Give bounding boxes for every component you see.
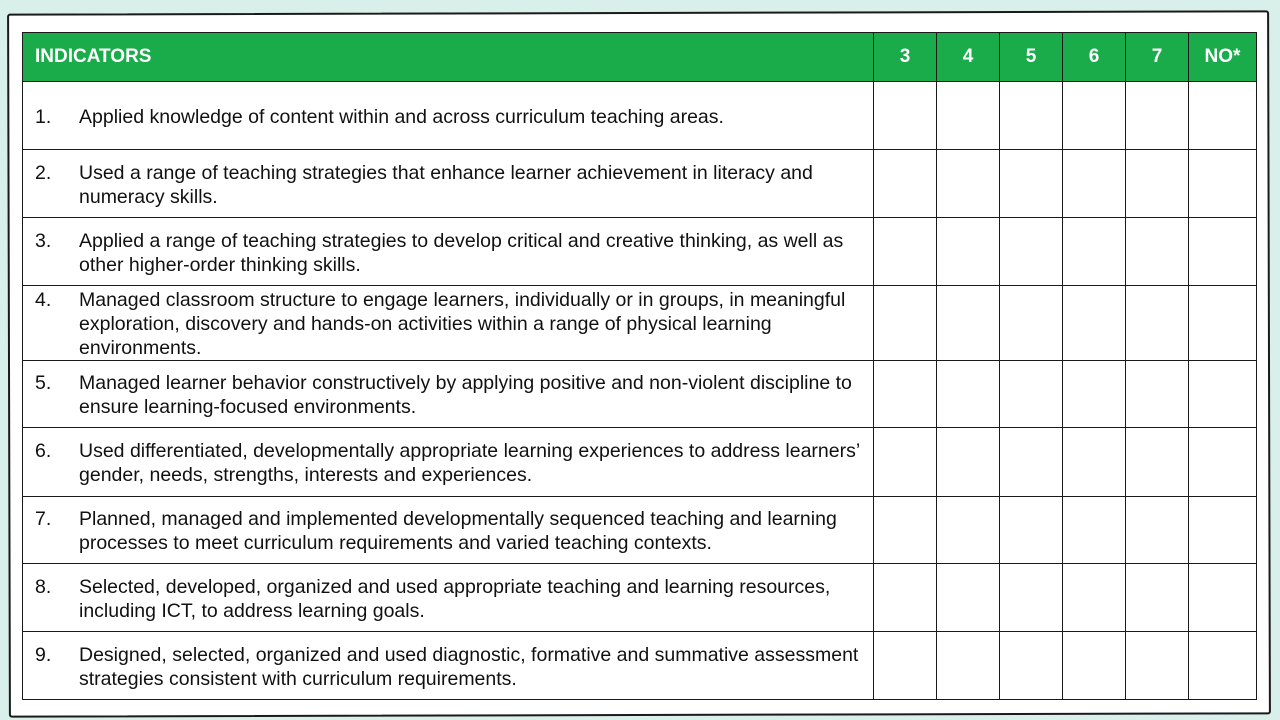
rating-cell-7[interactable] <box>1126 150 1189 218</box>
rating-header-4: 4 <box>937 33 1000 82</box>
rating-cell-6[interactable] <box>1063 218 1126 286</box>
indicator-text: Planned, managed and implemented developmentally sequenced teaching and learning processes to meet curriculum requirements and varied teaching contexts. <box>79 508 837 554</box>
rating-cell-7[interactable] <box>1126 564 1189 632</box>
rating-cell-5[interactable] <box>1000 497 1063 564</box>
rating-cell-3[interactable] <box>874 82 937 150</box>
indicator-number: 5. <box>35 372 52 394</box>
table-row <box>23 361 1257 428</box>
indicator-text: Managed classroom structure to engage learners, individually or in groups, in meaningful exploration, discovery and hands-on activities within a range of physical learning environments. <box>79 289 846 359</box>
rating-cell-6[interactable] <box>1063 286 1126 361</box>
indicator-number: 7. <box>35 508 52 530</box>
indicator-number: 1. <box>35 105 52 128</box>
rating-cell-4[interactable] <box>937 497 1000 564</box>
indicator-cell <box>23 361 874 428</box>
indicator-text: Designed, selected, organized and used diagnostic, formative and summative assessment strategies consistent with curriculum requirements. <box>79 643 859 690</box>
rating-cell-4[interactable] <box>937 361 1000 428</box>
rating-cell-no[interactable] <box>1189 497 1257 564</box>
indicator-cell <box>23 428 874 497</box>
rating-cell-3[interactable] <box>874 632 937 700</box>
rating-cell-4[interactable] <box>937 286 1000 361</box>
rating-cell-no[interactable] <box>1189 218 1257 286</box>
indicator-cell <box>23 286 874 361</box>
indicator-cell <box>23 632 874 700</box>
indicator-text: Selected, developed, organized and used appropriate teaching and learning resources, including ICT, to address learning goals. <box>79 575 831 622</box>
rating-cell-6[interactable] <box>1063 361 1126 428</box>
rating-cell-5[interactable] <box>1000 428 1063 497</box>
rating-cell-no[interactable] <box>1189 564 1257 632</box>
rating-cell-5[interactable] <box>1000 150 1063 218</box>
rating-cell-3[interactable] <box>874 150 937 218</box>
rating-cell-4[interactable] <box>937 564 1000 632</box>
rating-cell-3[interactable] <box>874 428 937 497</box>
rating-cell-7[interactable] <box>1126 497 1189 564</box>
rating-cell-4[interactable] <box>937 428 1000 497</box>
rating-cell-3[interactable] <box>874 218 937 286</box>
rating-cell-7[interactable] <box>1126 82 1189 150</box>
table-header-row <box>23 33 1257 82</box>
table-row <box>23 82 1257 150</box>
table-row <box>23 218 1257 286</box>
rating-cell-6[interactable] <box>1063 497 1126 564</box>
indicator-number: 9. <box>35 643 52 666</box>
rating-cell-7[interactable] <box>1126 286 1189 361</box>
table-row <box>23 632 1257 700</box>
table-row <box>23 564 1257 632</box>
table-row <box>23 286 1257 361</box>
indicator-text: Managed learner behavior constructively by applying positive and non-violent discipline to ensure learning-focused environments. <box>79 372 852 418</box>
rating-cell-6[interactable] <box>1063 564 1126 632</box>
rating-cell-3[interactable] <box>874 361 937 428</box>
indicator-number: 4. <box>35 289 52 311</box>
rating-header-3: 3 <box>874 33 937 82</box>
rating-cell-3[interactable] <box>874 497 937 564</box>
rating-cell-3[interactable] <box>874 564 937 632</box>
rating-cell-4[interactable] <box>937 82 1000 150</box>
rating-cell-no[interactable] <box>1189 361 1257 428</box>
rating-cell-no[interactable] <box>1189 286 1257 361</box>
rating-cell-5[interactable] <box>1000 286 1063 361</box>
rating-cell-no[interactable] <box>1189 428 1257 497</box>
rating-cell-7[interactable] <box>1126 428 1189 497</box>
rating-cell-4[interactable] <box>937 632 1000 700</box>
rating-cell-7[interactable] <box>1126 218 1189 286</box>
indicators-table <box>22 32 1257 700</box>
indicator-text: Applied knowledge of content within and across curriculum teaching areas. <box>79 105 724 128</box>
indicator-text: Used differentiated, developmentally appropriate learning experiences to address learners’ gender, needs, strengths, interests and experiences. <box>79 440 860 486</box>
rating-cell-7[interactable] <box>1126 361 1189 428</box>
indicator-cell <box>23 82 874 150</box>
table-row <box>23 150 1257 218</box>
rating-cell-5[interactable] <box>1000 82 1063 150</box>
indicator-number: 8. <box>35 575 52 598</box>
rating-header-7: 7 <box>1126 33 1189 82</box>
indicator-number: 2. <box>35 161 52 184</box>
indicator-number: 3. <box>35 229 52 252</box>
table-row <box>23 428 1257 497</box>
rating-cell-7[interactable] <box>1126 632 1189 700</box>
indicator-cell <box>23 218 874 286</box>
rating-cell-5[interactable] <box>1000 564 1063 632</box>
rating-cell-no[interactable] <box>1189 632 1257 700</box>
rating-header-6: 6 <box>1063 33 1126 82</box>
rating-cell-no[interactable] <box>1189 82 1257 150</box>
rating-cell-5[interactable] <box>1000 632 1063 700</box>
rating-cell-6[interactable] <box>1063 428 1126 497</box>
rating-cell-4[interactable] <box>937 218 1000 286</box>
indicator-cell <box>23 150 874 218</box>
rating-cell-5[interactable] <box>1000 361 1063 428</box>
rating-cell-3[interactable] <box>874 286 937 361</box>
rating-header-5: 5 <box>1000 33 1063 82</box>
table-row <box>23 497 1257 564</box>
rating-cell-4[interactable] <box>937 150 1000 218</box>
rating-cell-6[interactable] <box>1063 82 1126 150</box>
indicator-cell <box>23 564 874 632</box>
rating-cell-no[interactable] <box>1189 150 1257 218</box>
indicator-number: 6. <box>35 440 52 462</box>
rating-cell-5[interactable] <box>1000 218 1063 286</box>
rating-cell-6[interactable] <box>1063 150 1126 218</box>
indicator-text: Applied a range of teaching strategies to develop critical and creative thinking, as well as other higher-order thinking skills. <box>79 229 844 276</box>
indicator-text: Used a range of teaching strategies that enhance learner achievement in literacy and numeracy skills. <box>79 161 813 208</box>
indicator-cell <box>23 497 874 564</box>
rating-cell-6[interactable] <box>1063 632 1126 700</box>
rating-header-no: NO* <box>1189 33 1257 82</box>
indicators-header: INDICATORS <box>23 33 874 82</box>
